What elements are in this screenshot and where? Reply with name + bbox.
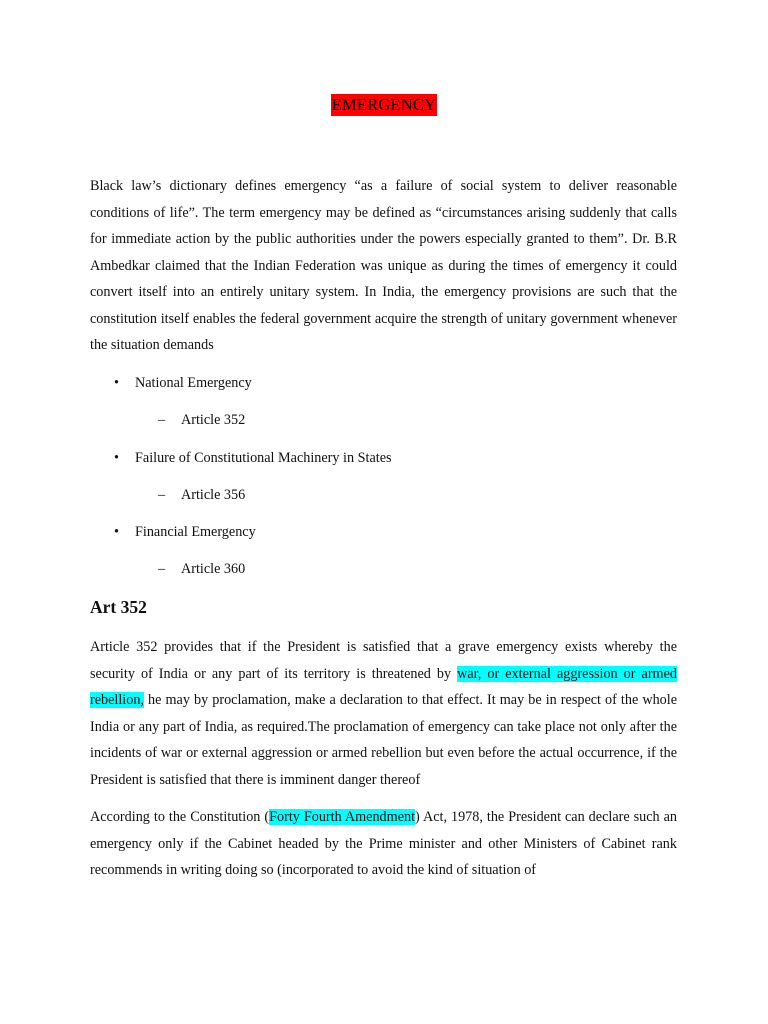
- list-item-national-emergency: [114, 373, 252, 393]
- sub-item-label: Article 356: [181, 487, 246, 503]
- dash-icon: –: [158, 412, 166, 428]
- list-item-failure-constitutional-machinery: [114, 448, 392, 468]
- list-item-financial-emergency: [114, 522, 256, 542]
- paragraph-text: According to the Constitution (: [90, 809, 270, 825]
- section-heading: Art 352: [90, 597, 147, 617]
- amendment-paragraph: [90, 804, 677, 884]
- bullet-icon: •: [114, 375, 119, 391]
- dash-icon: –: [158, 487, 166, 503]
- paragraph-text: he may by proclamation, make a declaration to that effect. It may be in respect of the whole India or any part of India, as required.The proclamation of emergency can take place not only after the incidents of war or external aggression or armed rebellion but even before the actual occurrence, if the President is satisfied that there is imminent danger thereof: [90, 692, 677, 788]
- sub-item-article-356: [158, 485, 245, 505]
- paragraph-text: ) Act, 1978, the President can declare such an emergency only if the Cabinet headed by the Prime minister and other Ministers of Cabinet rank recommends in writing doing so (incorporated to avoid the kind of situation of: [90, 809, 678, 878]
- title-container: [0, 94, 768, 116]
- bullet-icon: •: [114, 524, 119, 540]
- sub-item-label: Article 352: [181, 412, 246, 428]
- paragraph-text: Article 352 provides that if the President is satisfied that a grave emergency exists whereby the security of India or any part of its territory is threatened by: [90, 639, 677, 682]
- intro-paragraph: Black law’s dictionary defines emergency “as a failure of social system to deliver reasonable conditions of life”. The term emergency may be defined as “circumstances arising suddenly that calls for immediate action by the public authorities under the powers especially granted to them”. Dr. B.R Ambedkar claimed that the Indian Federation was unique as during the times of emergency it could convert itself into an entirely unitary system. In India, the emergency provisions are such that the constitution itself enables the federal government acquire the strength of unitary government whenever the situation demands: [90, 178, 677, 353]
- list-item-label: National Emergency: [135, 375, 252, 391]
- document-title: EMERGENCY: [331, 95, 437, 114]
- sub-item-label: Article 360: [181, 561, 246, 577]
- bullet-icon: •: [114, 450, 119, 466]
- highlighted-text: Forty Fourth Amendment: [269, 809, 416, 825]
- dash-icon: –: [158, 561, 166, 577]
- sub-item-article-352: [158, 410, 245, 430]
- highlighted-text: war, or external aggression or armed rebellion,: [90, 665, 677, 708]
- sub-item-article-360: [158, 559, 245, 579]
- list-item-label: Failure of Constitutional Machinery in States: [135, 450, 392, 466]
- list-item-label: Financial Emergency: [135, 524, 256, 540]
- article-352-paragraph: [90, 634, 677, 793]
